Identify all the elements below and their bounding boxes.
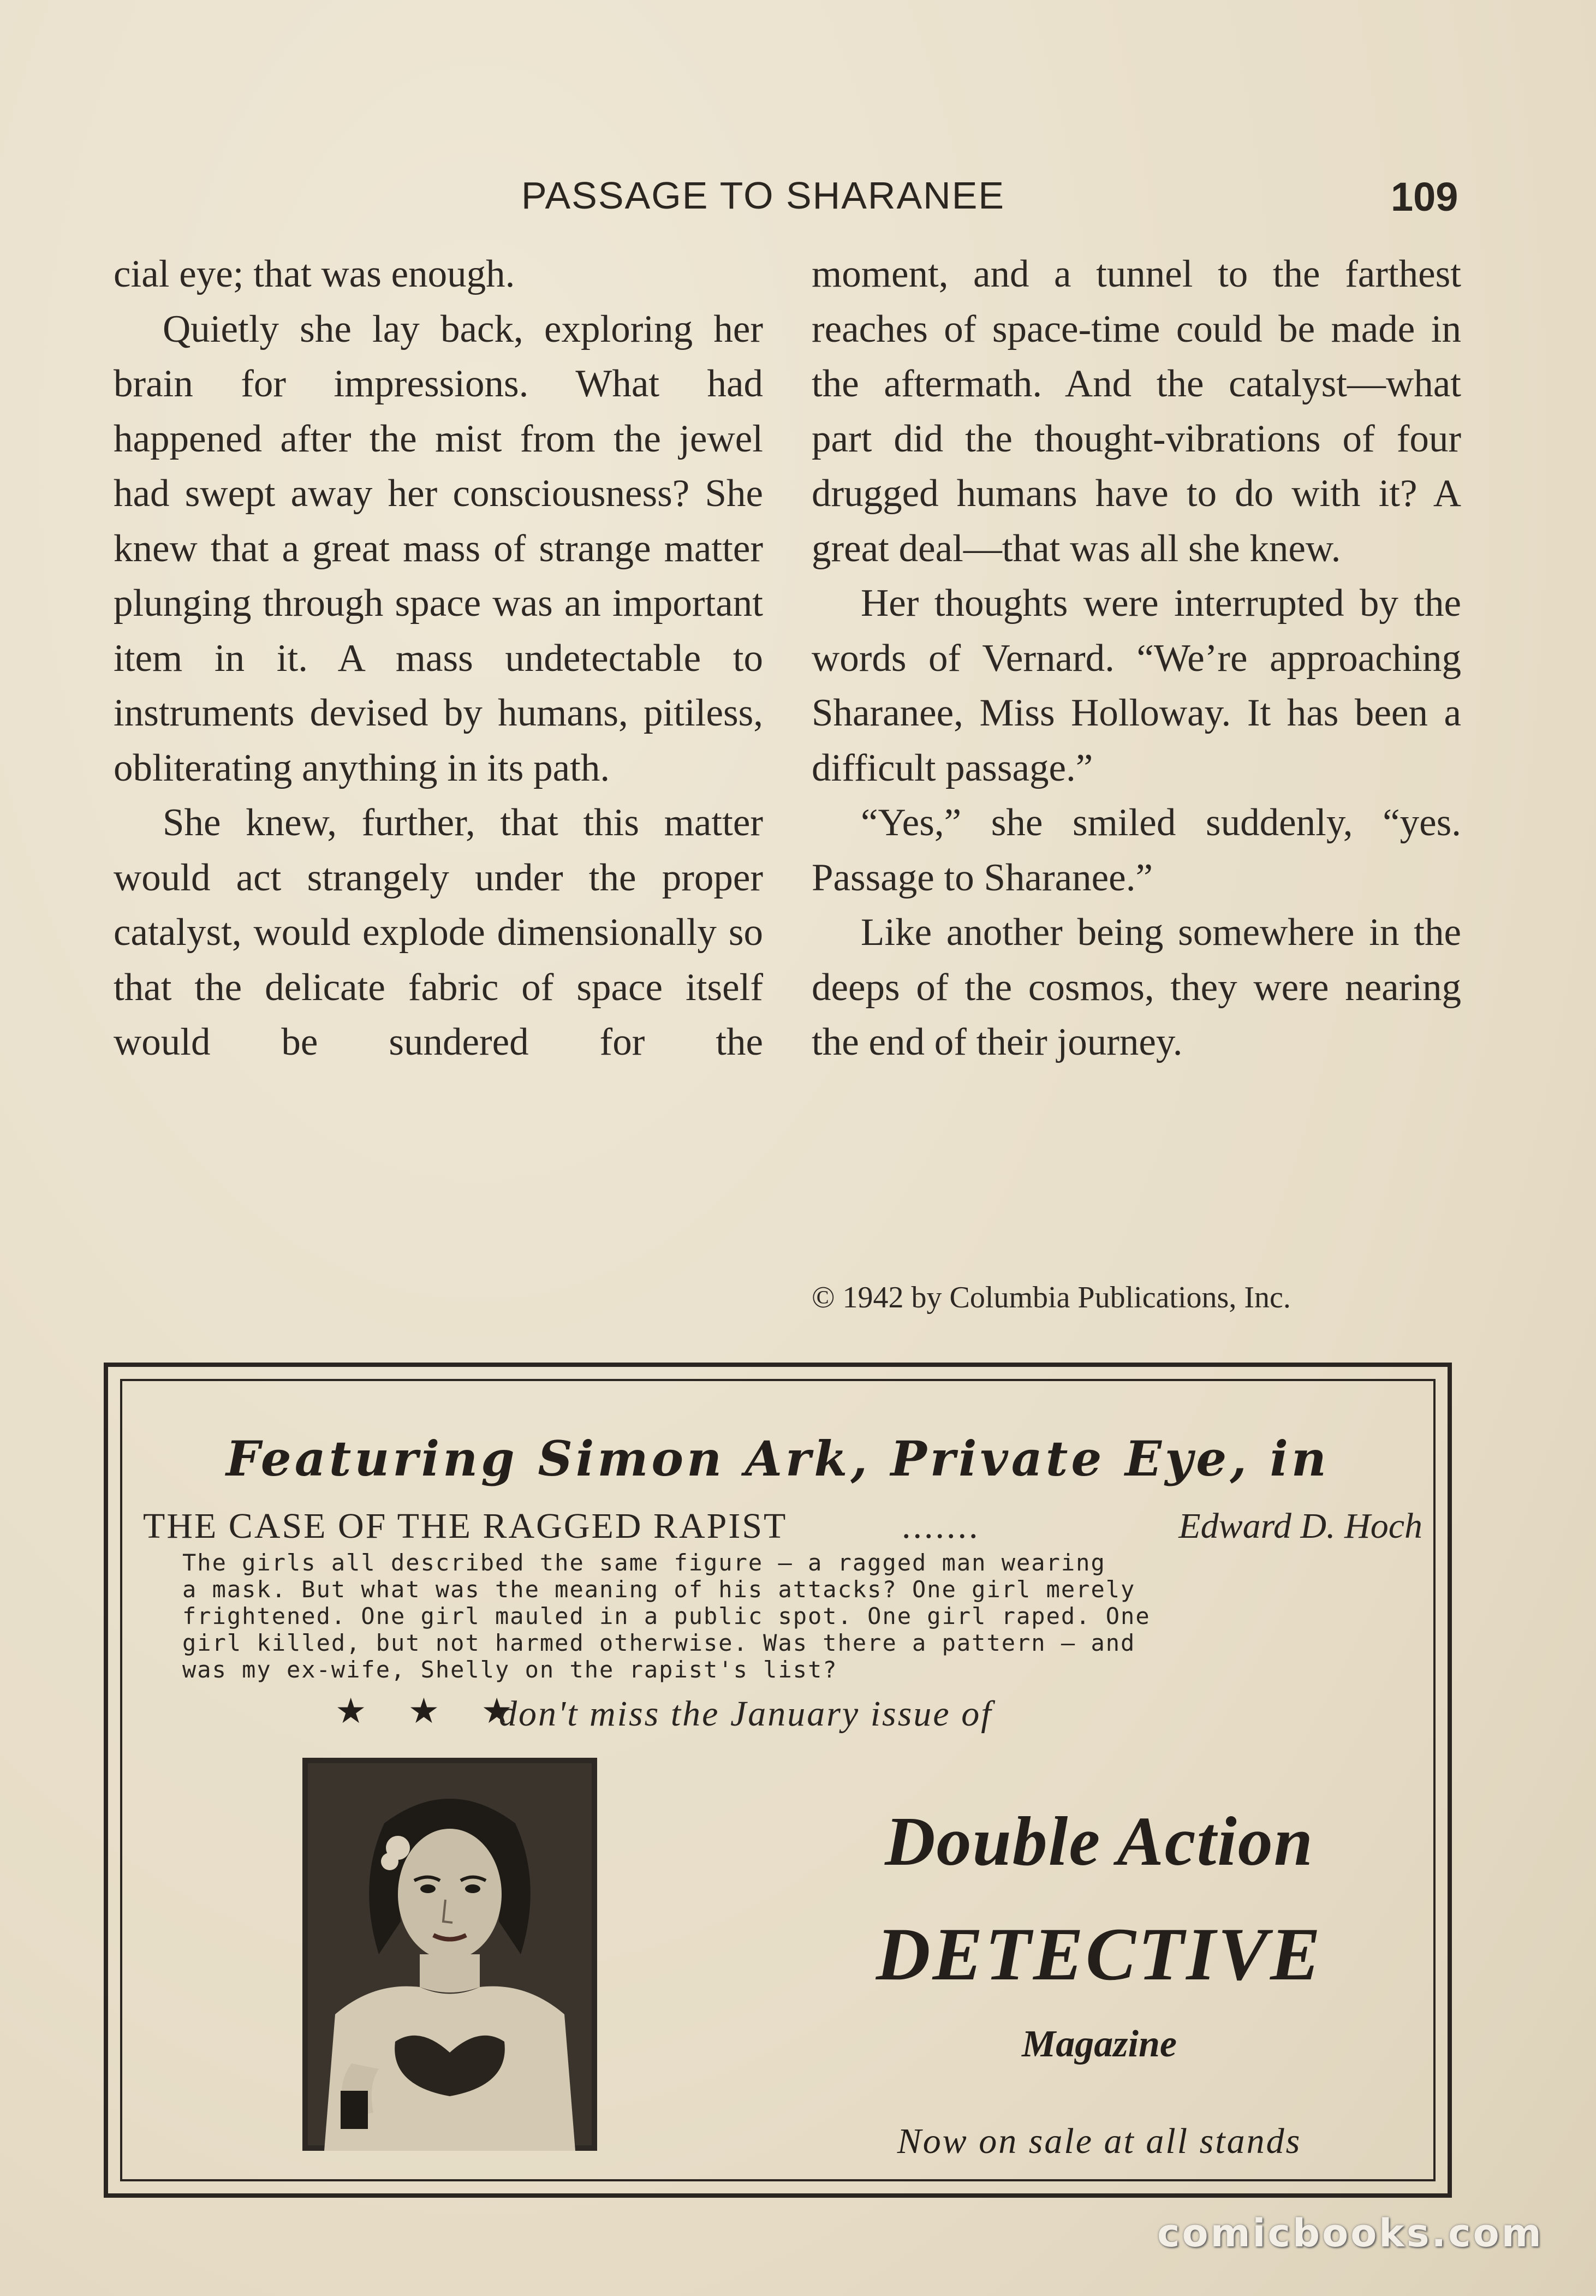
advertisement-inner-border bbox=[120, 1379, 1436, 2181]
dont-miss-text: don't miss the January issue of bbox=[499, 1694, 993, 1734]
paragraph: Like another being somewhere in the deeps of the cosmos, they were nearing the end of their journey. bbox=[812, 911, 1461, 1063]
paragraph: She knew, further, that this matter would act strangely under the proper catalyst, would explode dimensionally so that the delicate fabric of space itself would be sundered for the bbox=[114, 801, 763, 1063]
paragraph: moment, and a tunnel to the farthest reaches of space-time could be made in the aftermath. And the catalyst—what part did the thought-vibrations of four drugged humans have to do with it? A great deal—that was all she knew. bbox=[812, 253, 1461, 570]
blurb-line: was my ex-wife, Shelly on the rapist's list? bbox=[182, 1656, 838, 1683]
watermark: comicbooks.com bbox=[1157, 2211, 1544, 2256]
right-column bbox=[812, 247, 1461, 1070]
running-title: PASSAGE TO SHARANEE bbox=[521, 174, 1005, 217]
paragraph: “Yes,” she smiled suddenly, “yes. Passage to Sharanee.” bbox=[812, 801, 1461, 899]
stars-icon: ★ ★ ★ bbox=[335, 1691, 528, 1732]
story-blurb bbox=[182, 1549, 1383, 1683]
stars-row bbox=[335, 1691, 1427, 1740]
advertisement bbox=[104, 1363, 1452, 2198]
woman-illustration bbox=[302, 1758, 597, 2151]
blurb-line: The girls all described the same figure — a ragged man wearing bbox=[182, 1549, 1106, 1576]
blurb-line: a mask. But what was the meaning of his attacks? One girl merely bbox=[182, 1576, 1136, 1603]
left-column bbox=[114, 247, 763, 1070]
magazine-title-line1: Double Action bbox=[885, 1803, 1314, 1880]
magazine-title-line3: Magazine bbox=[1022, 2023, 1177, 2065]
paragraph: Her thoughts were interrupted by the words of Vernard. “We’re approaching Sharanee, Miss Holloway. It has been a difficult passage.” bbox=[812, 582, 1461, 789]
blurb-line: girl killed, but not harmed otherwise. Was there a pattern — and bbox=[182, 1629, 1136, 1656]
page-number: 109 bbox=[1391, 174, 1458, 219]
woman-illustration-icon bbox=[302, 1758, 597, 2151]
copyright-notice: © 1942 by Columbia Publications, Inc. bbox=[812, 1281, 1291, 1314]
story-title-row bbox=[143, 1506, 1422, 1549]
paragraph: Quietly she lay back, exploring her brain for impressions. What had happened after the mist from the jewel had swept away her consciousness? She knew that a great mass of strange matter plunging through space was an important item in it. A mass undetectable to instruments devised by humans, pitiless, obliterating anything in its path. bbox=[114, 307, 763, 789]
blurb-line: frightened. One girl mauled in a public spot. One girl raped. One bbox=[182, 1603, 1151, 1629]
on-sale-notice: Now on sale at all stands bbox=[897, 2121, 1302, 2161]
ad-featuring-heading: Featuring Simon Ark, Private Eye, in bbox=[226, 1430, 1330, 1487]
story-leader-dots: ....... bbox=[902, 1506, 980, 1546]
page-header bbox=[0, 174, 1596, 223]
story-author: Edward D. Hoch bbox=[1178, 1506, 1422, 1546]
magazine-title-line2: DETECTIVE bbox=[876, 1912, 1323, 1996]
story-title: THE CASE OF THE RAGGED RAPIST bbox=[143, 1506, 788, 1546]
paragraph: cial eye; that was enough. bbox=[114, 253, 515, 295]
